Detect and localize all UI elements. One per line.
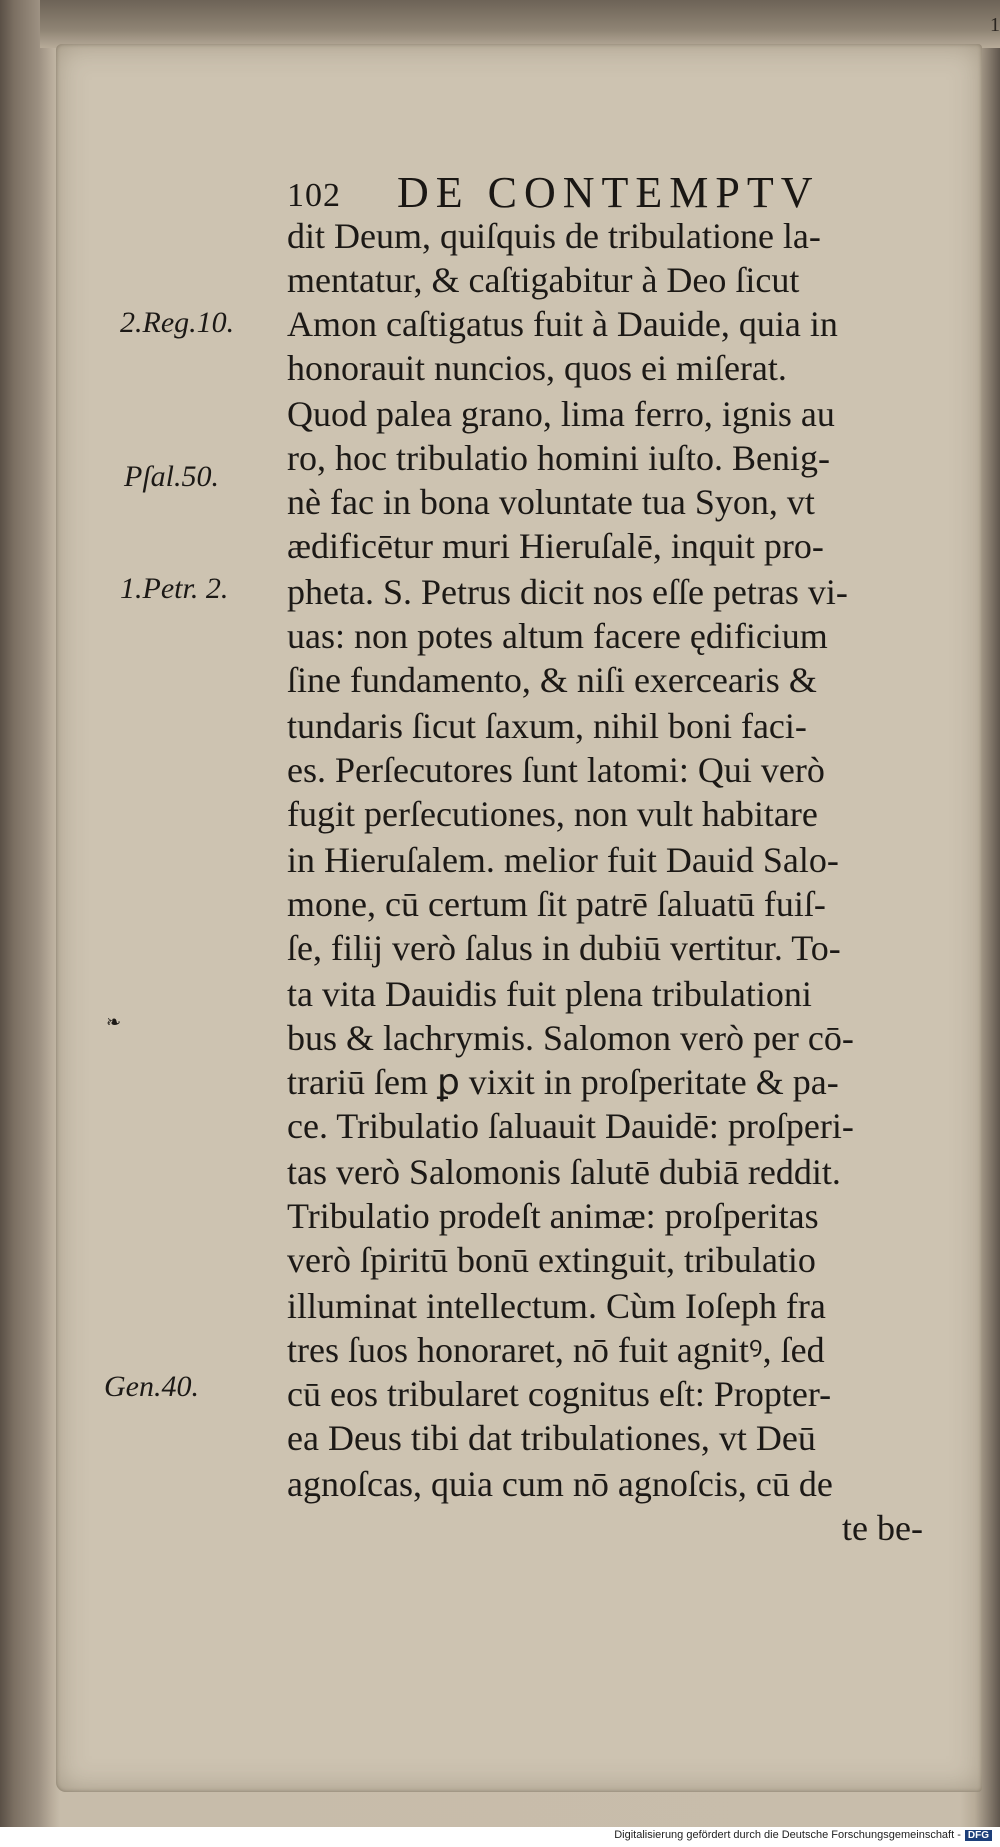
margin-note: Pſal.50. — [124, 460, 219, 493]
text-line: es. Perſecutores ſunt latomi: Qui verò — [287, 750, 825, 790]
text-line: ædificētur muri Hieruſalē, inquit pro- — [287, 526, 824, 566]
margin-note: 1.Petr. 2. — [120, 572, 229, 605]
catchword: te be- — [842, 1508, 923, 1548]
corner-mark: 1 — [990, 14, 1000, 36]
text-line: agnoſcas, quia cum nō agnoſcis, cū de — [287, 1464, 833, 1504]
running-title: DE CONTEMPTV — [397, 168, 820, 217]
dfg-logo: DFG — [965, 1830, 992, 1841]
text-line: ce. Tribulatio ſaluauit Dauidē: proſperi- — [287, 1106, 854, 1146]
text-line: mone, cū certum ſit patrē ſaluatū fuiſ- — [287, 884, 826, 924]
credit-text: Digitalisierung gefördert durch die Deutsche Forschungsgemeinschaft - — [614, 1829, 961, 1841]
text-line: tas verò Salomonis ſalutē dubiā reddit. — [287, 1152, 841, 1192]
text-line: tundaris ſicut ſaxum, nihil boni faci- — [287, 706, 807, 746]
text-line: uas: non potes altum facere ędificium — [287, 616, 828, 656]
text-line: ſine fundamento, & niſi exercearis & — [287, 660, 817, 700]
text-line: in Hieruſalem. melior fuit Dauid Salo- — [287, 840, 839, 880]
digitization-credit — [614, 1829, 992, 1841]
text-line: dit Deum, quiſquis de tribulatione la- — [287, 216, 821, 256]
text-line: mentatur, & caſtigabitur à Deo ſicut — [287, 260, 800, 300]
text-line: ro, hoc tribulatio homini iuſto. Benig- — [287, 438, 830, 478]
text-line: bus & lachrymis. Salomon verò per cō- — [287, 1018, 854, 1058]
text-line: illuminat intellectum. Cùm Ioſeph fra — [287, 1286, 826, 1326]
text-line: nè fac in bona voluntate tua Syon, vt — [287, 482, 815, 522]
text-line: fugit perſecutiones, non vult habitare — [287, 794, 818, 834]
text-line: cū eos tribularet cognitus eſt: Propter- — [287, 1374, 832, 1414]
margin-note: 2.Reg.10. — [120, 306, 235, 339]
text-line: ſe, filij verò ſalus in dubiū vertitur. To- — [287, 928, 841, 968]
text-line: verò ſpiritū bonū extinguit, tribulatio — [287, 1240, 816, 1280]
text-line: Amon caſtigatus fuit à Dauide, quia in — [287, 304, 838, 344]
text-line: ea Deus tibi dat tribulationes, vt Deū — [287, 1418, 816, 1458]
book-edge-top — [40, 0, 1000, 48]
text-line: honorauit nuncios, quos ei miſerat. — [287, 348, 787, 388]
ornament-icon: ❧ — [106, 1012, 122, 1033]
margin-note: Gen.40. — [104, 1370, 199, 1403]
text-line: Tribulatio prodeſt animæ: proſperitas — [287, 1196, 819, 1236]
text-line: tres ſuos honoraret, nō fuit agnitꝰ, ſed — [287, 1330, 825, 1370]
page-number: 102 — [287, 177, 341, 214]
text-line: trariū ſem ꝑ vixit in proſperitate & pa- — [287, 1062, 839, 1102]
text-line: Quod palea grano, lima ferro, ignis au — [287, 394, 835, 434]
text-line: pheta. S. Petrus dicit nos eſſe petras vi- — [287, 572, 848, 612]
text-line: ta vita Dauidis fuit plena tribulationi — [287, 974, 812, 1014]
